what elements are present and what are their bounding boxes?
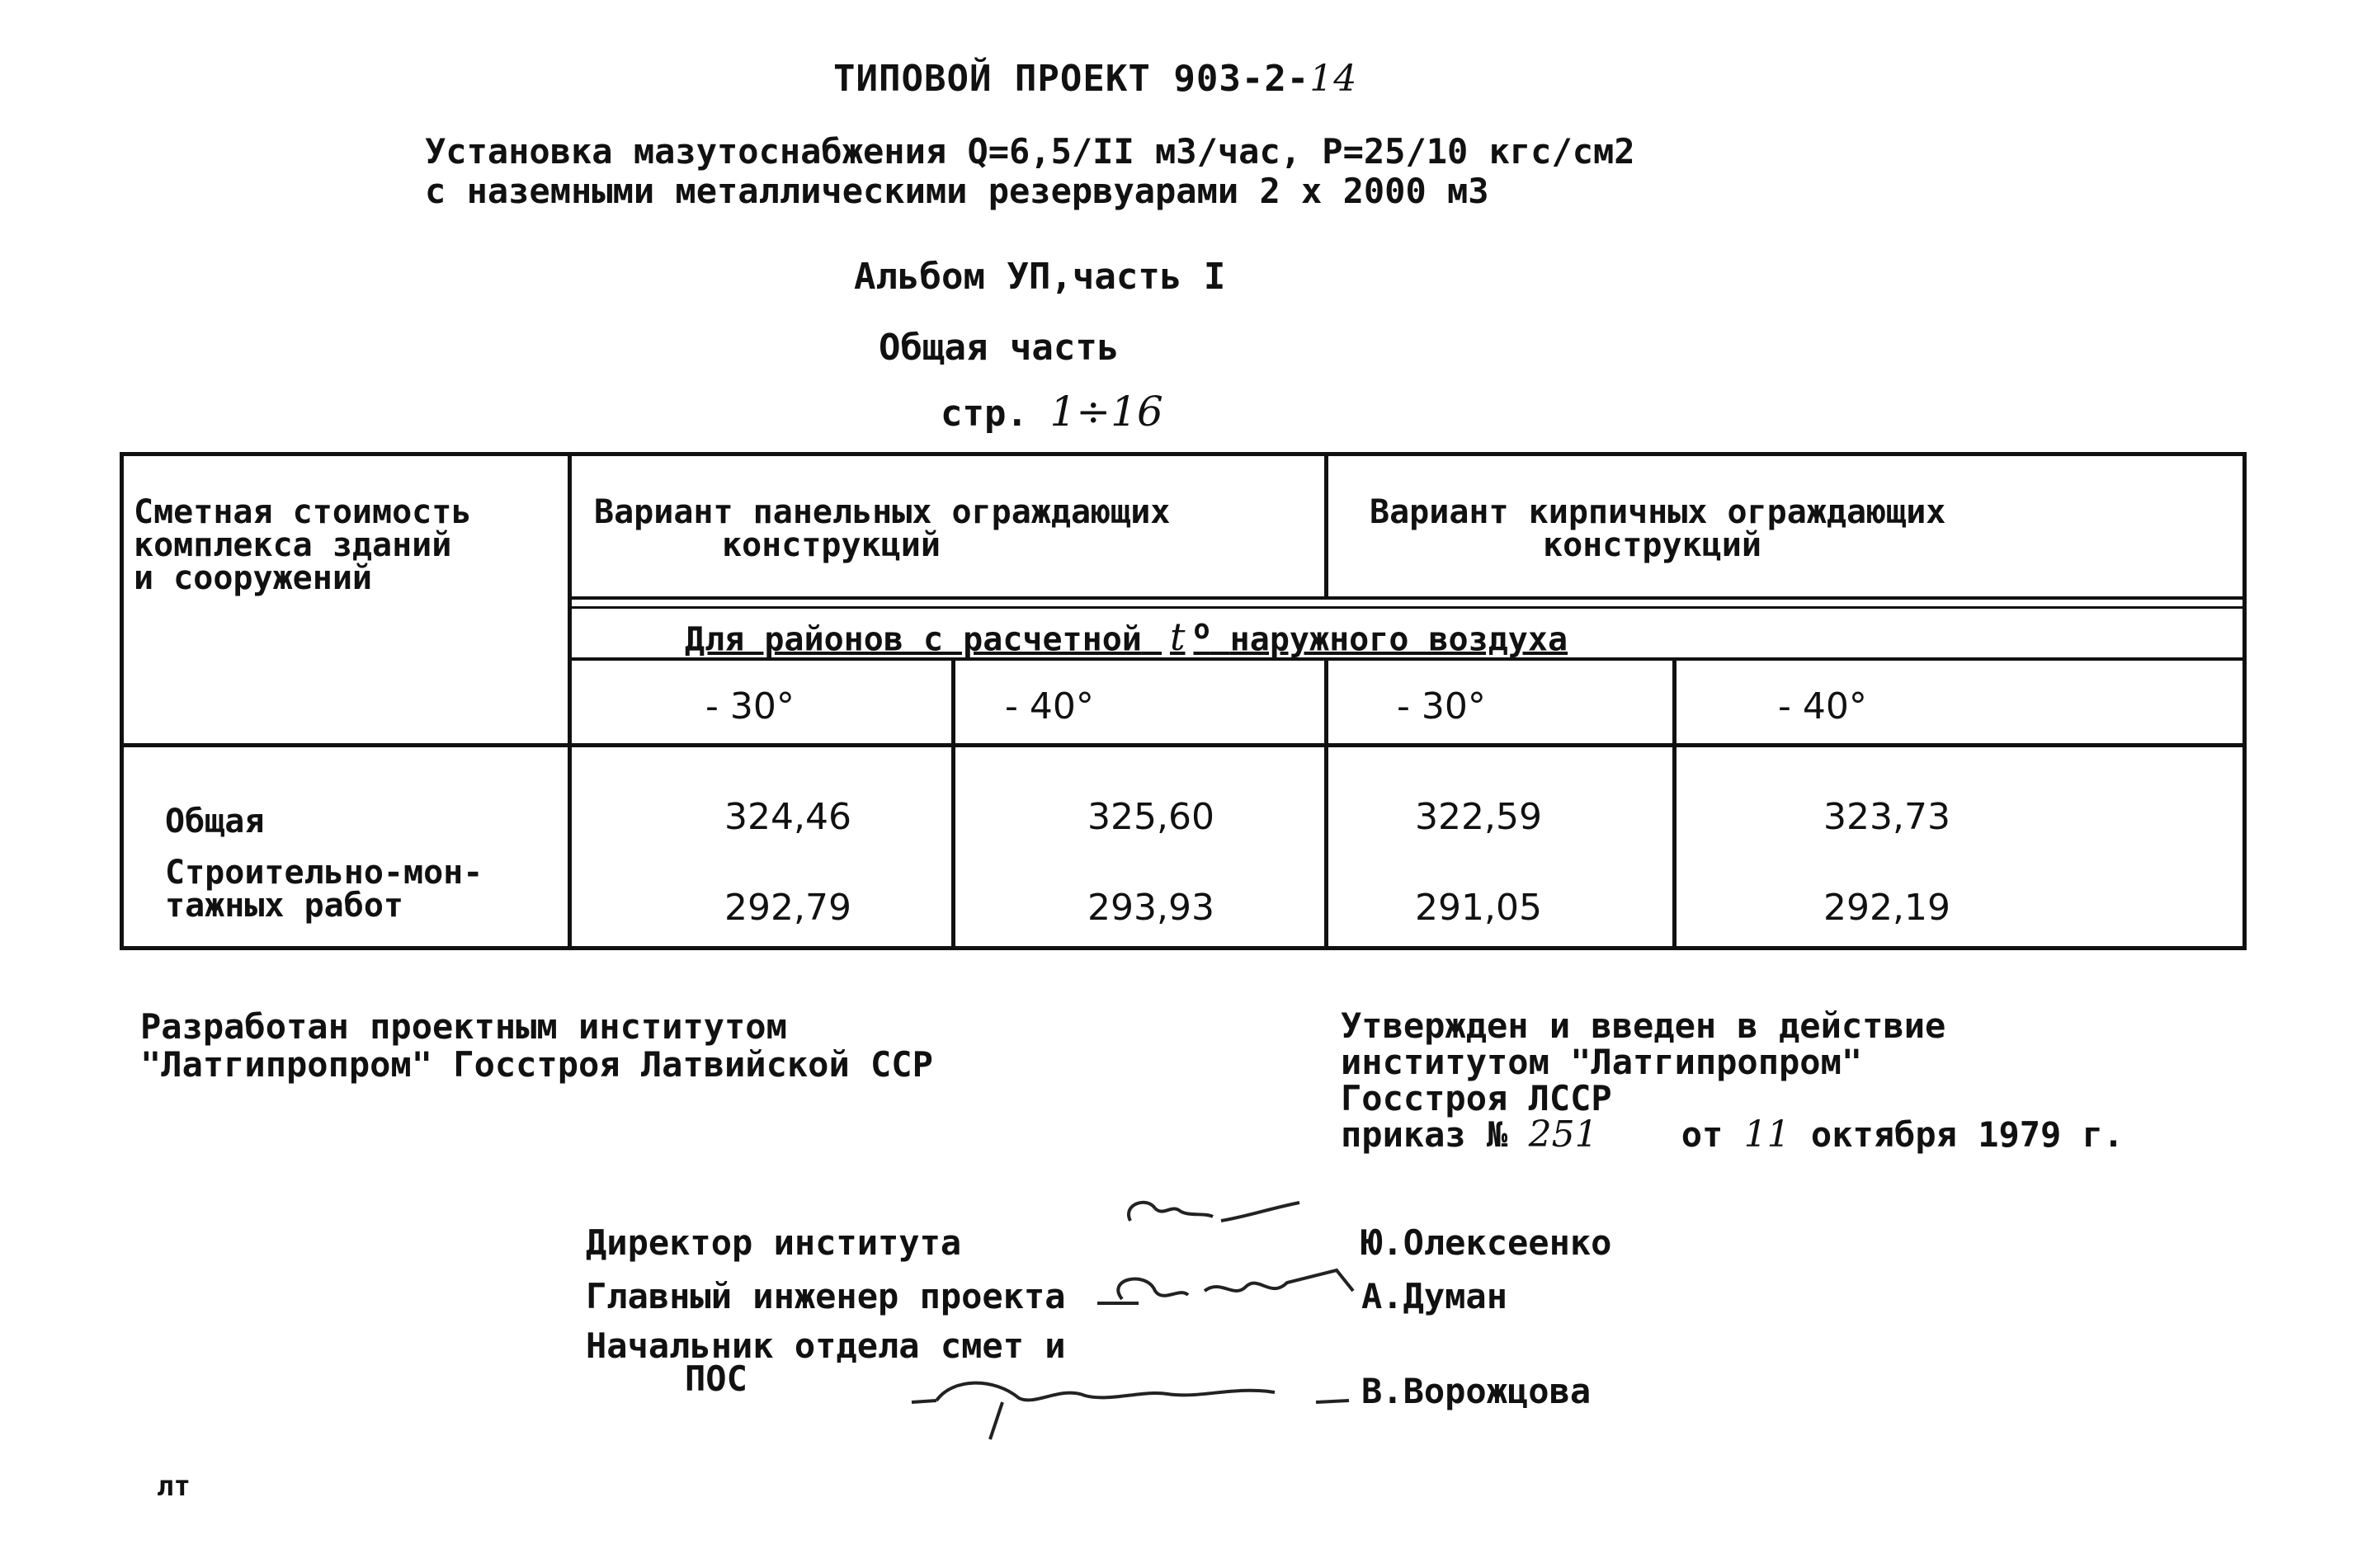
regions-label: Для районов с расчетной t $^о$ наружного воздуха	[685, 613, 1568, 660]
variant-panel-header: Вариант панельных ограждающих конструкций	[594, 493, 1171, 564]
order-number-handwritten: 251	[1528, 1114, 1598, 1156]
table-cell: 293,93	[1087, 887, 1214, 929]
footer-mark: лт	[157, 1470, 191, 1503]
day-handwritten: 11	[1743, 1114, 1790, 1156]
table-cell: 322,59	[1415, 796, 1542, 838]
signature-name-director: Ю.Олексеенко	[1361, 1222, 1612, 1263]
document-title	[833, 58, 1357, 100]
signature-director-handwritten	[1097, 1171, 1312, 1245]
table-cell: 324,46	[724, 796, 851, 838]
pages-prefix: стр.	[941, 393, 1028, 435]
table-cell: 325,60	[1087, 796, 1214, 838]
row-header: Сметная стоимость комплекса зданий и сооружений	[134, 493, 472, 597]
album-label: Альбом УП,часть I	[854, 256, 1226, 298]
order-line: приказ № 251 от 11 октября 1979 г.	[1341, 1114, 2125, 1156]
temp-brick-40: - 40°	[1778, 685, 1867, 727]
cost-table	[120, 452, 2247, 950]
row-label-total: Общая	[165, 803, 265, 841]
table-cell: 291,05	[1415, 887, 1542, 929]
subtitle-line-1: Установка мазутоснабжения Q=6,5/II м3/час, Р=25/10 кгс/см2	[425, 131, 1635, 172]
signature-role-head-estimates: Начальник отдела смет и ПОС	[586, 1326, 1066, 1399]
signature-head-estimates-handwritten	[903, 1344, 1365, 1443]
subtitle-line-2: с наземными металлическими резервуарами 2 х 2000 м3	[425, 171, 1489, 211]
project-number-handwritten: 14	[1309, 58, 1358, 100]
signature-role-director: Директор института	[586, 1222, 962, 1263]
signature-chief-engineer-handwritten	[1089, 1254, 1370, 1320]
table-cell: 292,79	[724, 887, 851, 929]
signature-name-head-estimates: В.Ворожцова	[1361, 1371, 1592, 1411]
signature-name-chief-engineer: А.Думан	[1361, 1276, 1508, 1316]
signature-role-chief-engineer: Главный инженер проекта	[586, 1276, 1066, 1316]
row-label-construction: Строительно-мон- тажных работ	[165, 854, 483, 925]
temp-panel-40: - 40°	[1005, 685, 1094, 727]
temp-brick-30: - 30°	[1397, 685, 1486, 727]
part-label: Общая часть	[879, 327, 1120, 369]
table-cell: 292,19	[1823, 887, 1950, 929]
pages-label	[941, 388, 1163, 436]
table-cell: 323,73	[1823, 796, 1950, 838]
document-subtitle	[425, 132, 1635, 211]
pages-range-handwritten: 1÷16	[1049, 388, 1163, 436]
temp-panel-30: - 30°	[705, 685, 795, 727]
variant-brick-header: Вариант кирпичных ограждающих конструкций	[1370, 493, 1946, 564]
approval-block: Утвержден и введен в действие институтом "Латгипропром" Госстроя ЛССР приказ № 251 от 11 октября 1979 г.	[1341, 1005, 2125, 1156]
developed-by: Разработан проектным институтом "Латгипропром" Госстроя Латвийской ССР	[140, 1006, 933, 1085]
project-prefix: ТИПОВОЙ ПРОЕКТ 903-2-	[833, 58, 1310, 100]
